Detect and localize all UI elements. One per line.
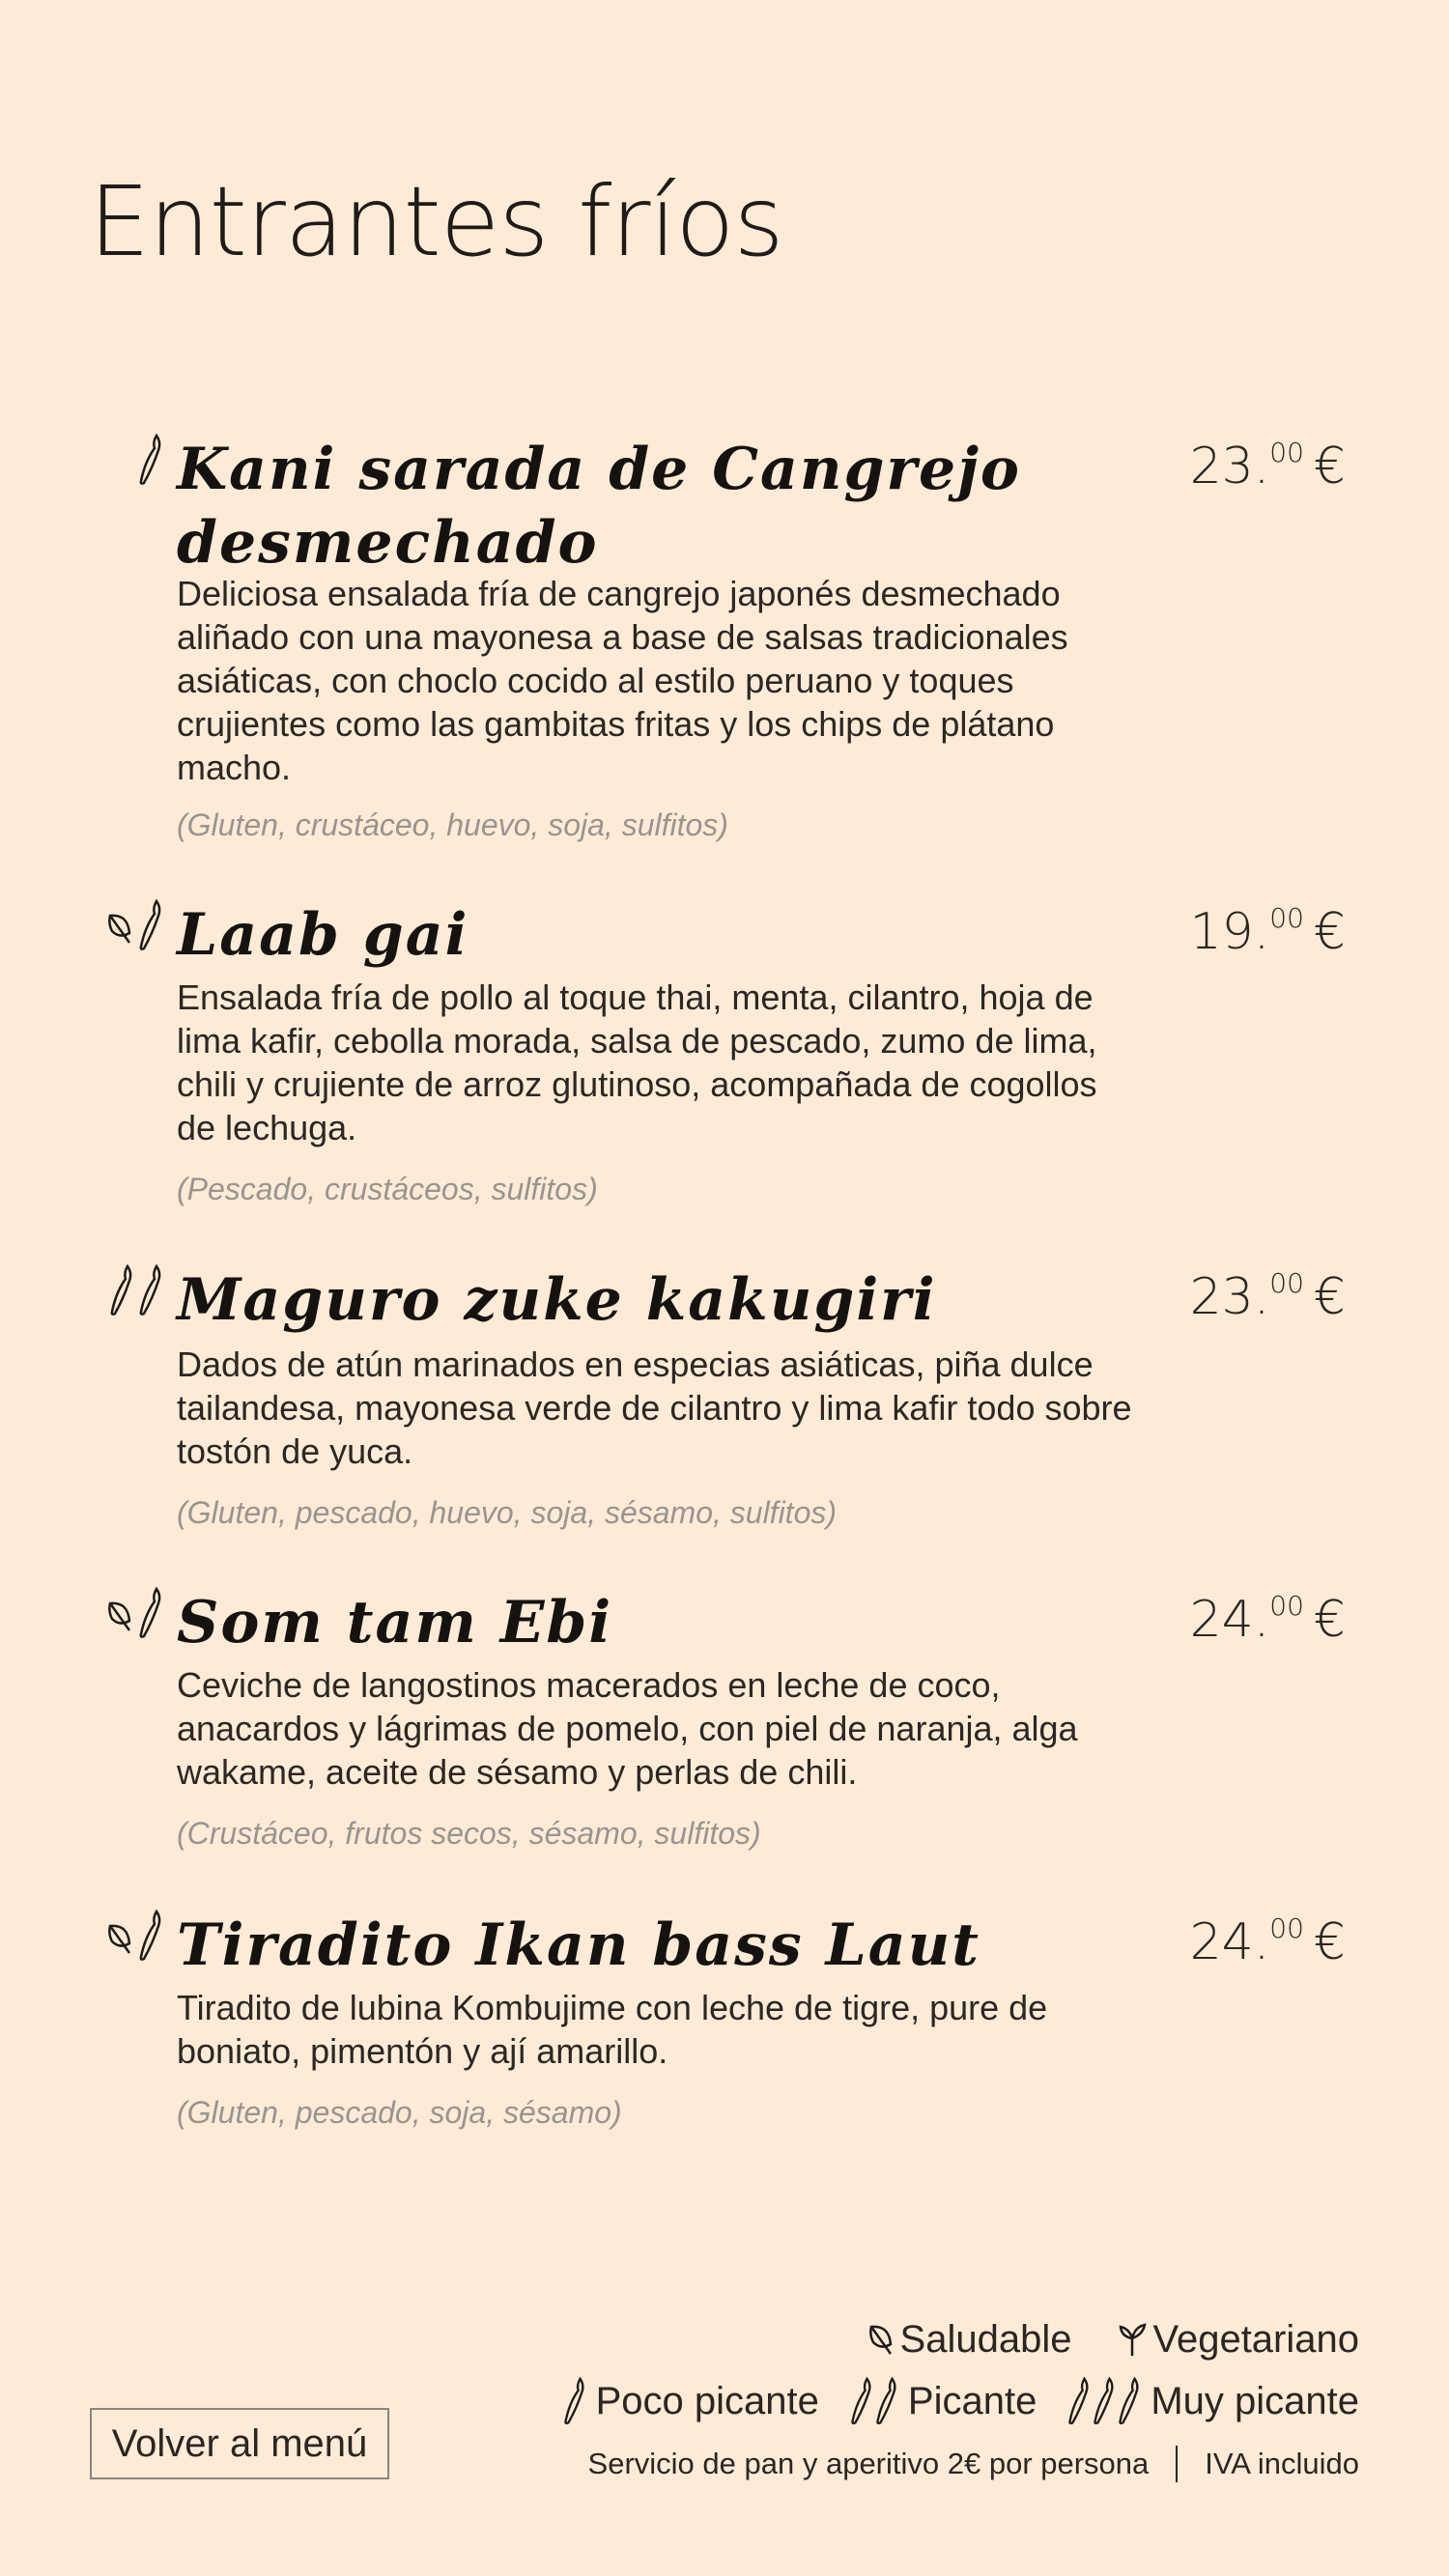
page-title: Entrantes fríos: [89, 165, 783, 278]
legend-spice: [561, 2376, 1359, 2426]
legend-healthy-label: Saludable: [899, 2318, 1072, 2361]
dish-description: Tiradito de lubina Kombujime con leche de tigre, pure de boniato, pimentón y ají amarillo.: [177, 1988, 1048, 2071]
chili-icon: [1065, 2376, 1091, 2426]
dish-name-line2: desmechado: [177, 509, 599, 577]
leaf-icon: [867, 2321, 895, 2360]
chili-icon: [137, 1263, 162, 1317]
chili-icon: [137, 898, 162, 952]
price-decimals: 00: [1269, 437, 1304, 468]
dish-allergens: (Gluten, pescado, soja, sésamo): [177, 2095, 622, 2130]
vat-note: IVA incluido: [1205, 2447, 1359, 2480]
legend-vegetarian-label: Vegetariano: [1152, 2318, 1359, 2361]
dish-allergens: (Gluten, pescado, huevo, soja, sésamo, sulfitos): [177, 1495, 838, 1530]
legend-spicy-label: Picante: [907, 2379, 1037, 2422]
dish-name: Laab gai: [177, 901, 469, 969]
dish-name: Maguro zuke kakugiri: [177, 1266, 937, 1334]
dish-price: [1190, 437, 1346, 495]
price-currency: €: [1313, 903, 1346, 961]
dish-price: [1190, 1912, 1346, 1971]
dish-allergens: (Crustáceo, frutos secos, sésamo, sulfitos): [177, 1816, 761, 1851]
chili-icon: [137, 1909, 162, 1963]
legend-very-spicy-label: Muy picante: [1151, 2379, 1359, 2422]
dish-allergens: (Gluten, crustáceo, huevo, soja, sulfitos): [177, 807, 728, 842]
dish-description: Ceviche de langostinos macerados en leche de coco, anacardos y lágrimas de pomelo, con piel de naranja, alga wakame, aceite de sésamo y perlas de chili.: [177, 1665, 1078, 1792]
price-decimals: 00: [1269, 902, 1304, 934]
chili-icon: [137, 1586, 162, 1640]
dish-price: [1190, 1267, 1346, 1326]
price-decimals: 00: [1269, 1267, 1304, 1299]
dish-price: [1190, 902, 1346, 961]
leaf-icon: [106, 910, 133, 948]
leaf-icon: [106, 1598, 133, 1636]
dish-name-line1: Kani sarada de Cangrejo: [177, 436, 1021, 503]
sprout-icon: [1118, 2321, 1147, 2360]
dish-icons: [85, 1263, 162, 1321]
chili-icon: [873, 2376, 898, 2426]
footer-note: [588, 2446, 1359, 2482]
legend-mild-label: Poco picante: [595, 2379, 819, 2422]
leaf-icon: [106, 1920, 133, 1959]
chili-icon: [1091, 2376, 1116, 2426]
chili-icon: [137, 433, 162, 487]
chili-icon: [561, 2376, 586, 2426]
price-decimals: 00: [1269, 1590, 1304, 1622]
footer-divider: [1176, 2446, 1178, 2482]
price-currency: €: [1313, 1591, 1346, 1649]
chili-icon: [1116, 2376, 1141, 2426]
dish-icons: [85, 898, 162, 956]
dish-icons: [85, 1586, 162, 1644]
dish-description: Deliciosa ensalada fría de cangrejo japonés desmechado aliñado con una mayonesa a base de salsas tradicionales asiáticas, con choclo cocido al estilo peruano y toques crujientes como las gambitas fritas y los chips de plátano macho.: [177, 574, 1068, 787]
price-currency: €: [1313, 1913, 1346, 1971]
dish-price: [1190, 1590, 1346, 1649]
price-integer: 24.: [1189, 1913, 1270, 1971]
dish-icons: [85, 433, 162, 491]
dish-name: [177, 433, 1143, 580]
price-currency: €: [1313, 438, 1346, 495]
dish-description: Dados de atún marinados en especias asiáticas, piña dulce tailandesa, mayonesa verde de cilantro y lima kafir todo sobre tostón de yuca.: [177, 1345, 1132, 1471]
chili-icon: [108, 1263, 133, 1317]
legend-diet: [867, 2318, 1359, 2362]
price-integer: 23.: [1189, 1268, 1270, 1326]
price-integer: 23.: [1189, 438, 1270, 495]
dish-allergens: (Pescado, crustáceos, sulfitos): [177, 1172, 598, 1206]
price-integer: 24.: [1189, 1591, 1270, 1649]
dish-description: Ensalada fría de pollo al toque thai, menta, cilantro, hoja de lima kafir, cebolla morada, salsa de pescado, zumo de lima, chili y crujiente de arroz glutinoso, acompañada de cogollos de lechuga.: [177, 977, 1097, 1147]
dish-name: Tiradito Ikan bass Laut: [177, 1911, 981, 1979]
dish-name: Som tam Ebi: [177, 1589, 613, 1656]
bread-service-note: Servicio de pan y aperitivo 2€ por persona: [587, 2447, 1150, 2480]
price-integer: 19.: [1189, 903, 1270, 961]
back-to-menu-button[interactable]: Volver al menú: [90, 2408, 389, 2479]
dish-icons: [85, 1909, 162, 1967]
chili-icon: [848, 2376, 873, 2426]
price-decimals: 00: [1269, 1912, 1304, 1944]
price-currency: €: [1313, 1268, 1346, 1326]
